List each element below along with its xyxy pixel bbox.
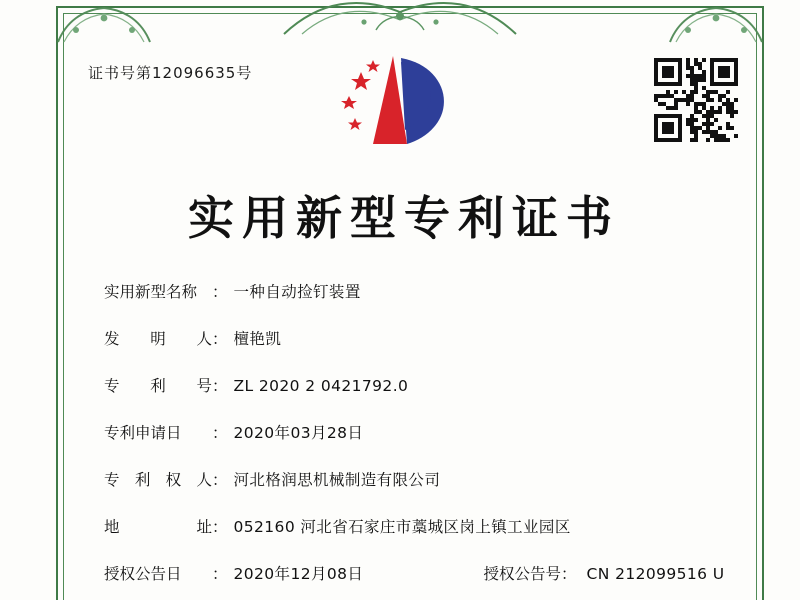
field-row-grant-announcement [104,562,725,600]
field-label [104,374,212,396]
field-label-char: 专 [104,377,120,395]
field-colon: ： [212,283,228,301]
field-colon: ： [212,518,228,536]
field-colon: ： [212,424,228,442]
field-label-char: 发 [104,330,120,348]
qr-code [654,58,738,142]
certificate-number: 证书号第12096635号 [88,64,253,82]
patent-office-emblem-icon [315,48,485,160]
field-value-secondary: CN 212099516 U [586,565,725,583]
field-label-char: 址 [196,518,212,536]
field-label-char: 号 [196,377,212,395]
field-label-char: 权 [165,471,182,489]
field-label-char: 地 [104,518,120,536]
field-colon: ： [212,377,228,395]
field-row-utility-model-name [104,280,720,327]
corner-ornament-icon [56,4,152,44]
field-label [104,515,212,537]
field-value: 2020年12月08日 [233,565,364,583]
field-label-secondary: 授权公告号 [483,565,562,583]
field-label-char: 利 [150,377,166,395]
field-value: 河北格润思机械制造有限公司 [233,471,441,489]
field-label: 专利申请日 [104,424,182,442]
field-label [104,327,212,349]
field-value: 檀艳凯 [233,330,282,348]
field-value: 一种自动捡钉装置 [233,283,361,301]
field-value: 052160 河北省石家庄市藁城区岗上镇工业园区 [233,518,571,536]
field-label: 授权公告日 [104,565,182,583]
field-row-patentee [104,468,720,515]
field-colon: ： [212,471,228,489]
field-row-inventor [104,327,720,374]
field-colon: ： [212,330,228,348]
page-title: 实用新型专利证书 [188,191,620,245]
field-value: 2020年03月28日 [233,424,364,442]
field-colon: ： [212,565,228,583]
field-label [104,468,212,490]
field-label-char: 人 [196,471,212,489]
field-row-address [104,515,720,562]
field-row-application-date [104,421,720,468]
corner-ornament-icon [668,4,764,44]
field-label-char: 明 [150,330,166,348]
field-label-char: 专 [104,471,120,489]
field-label-char: 人 [196,330,212,348]
field-value: ZL 2020 2 0421792.0 [233,377,409,395]
field-label: 实用新型名称 [104,283,198,301]
field-colon-secondary: ： [561,565,577,583]
top-center-ornament-icon [280,0,520,38]
field-row-patent-number [104,374,720,421]
certificate-fields [104,280,725,600]
field-label-char: 利 [134,471,151,489]
